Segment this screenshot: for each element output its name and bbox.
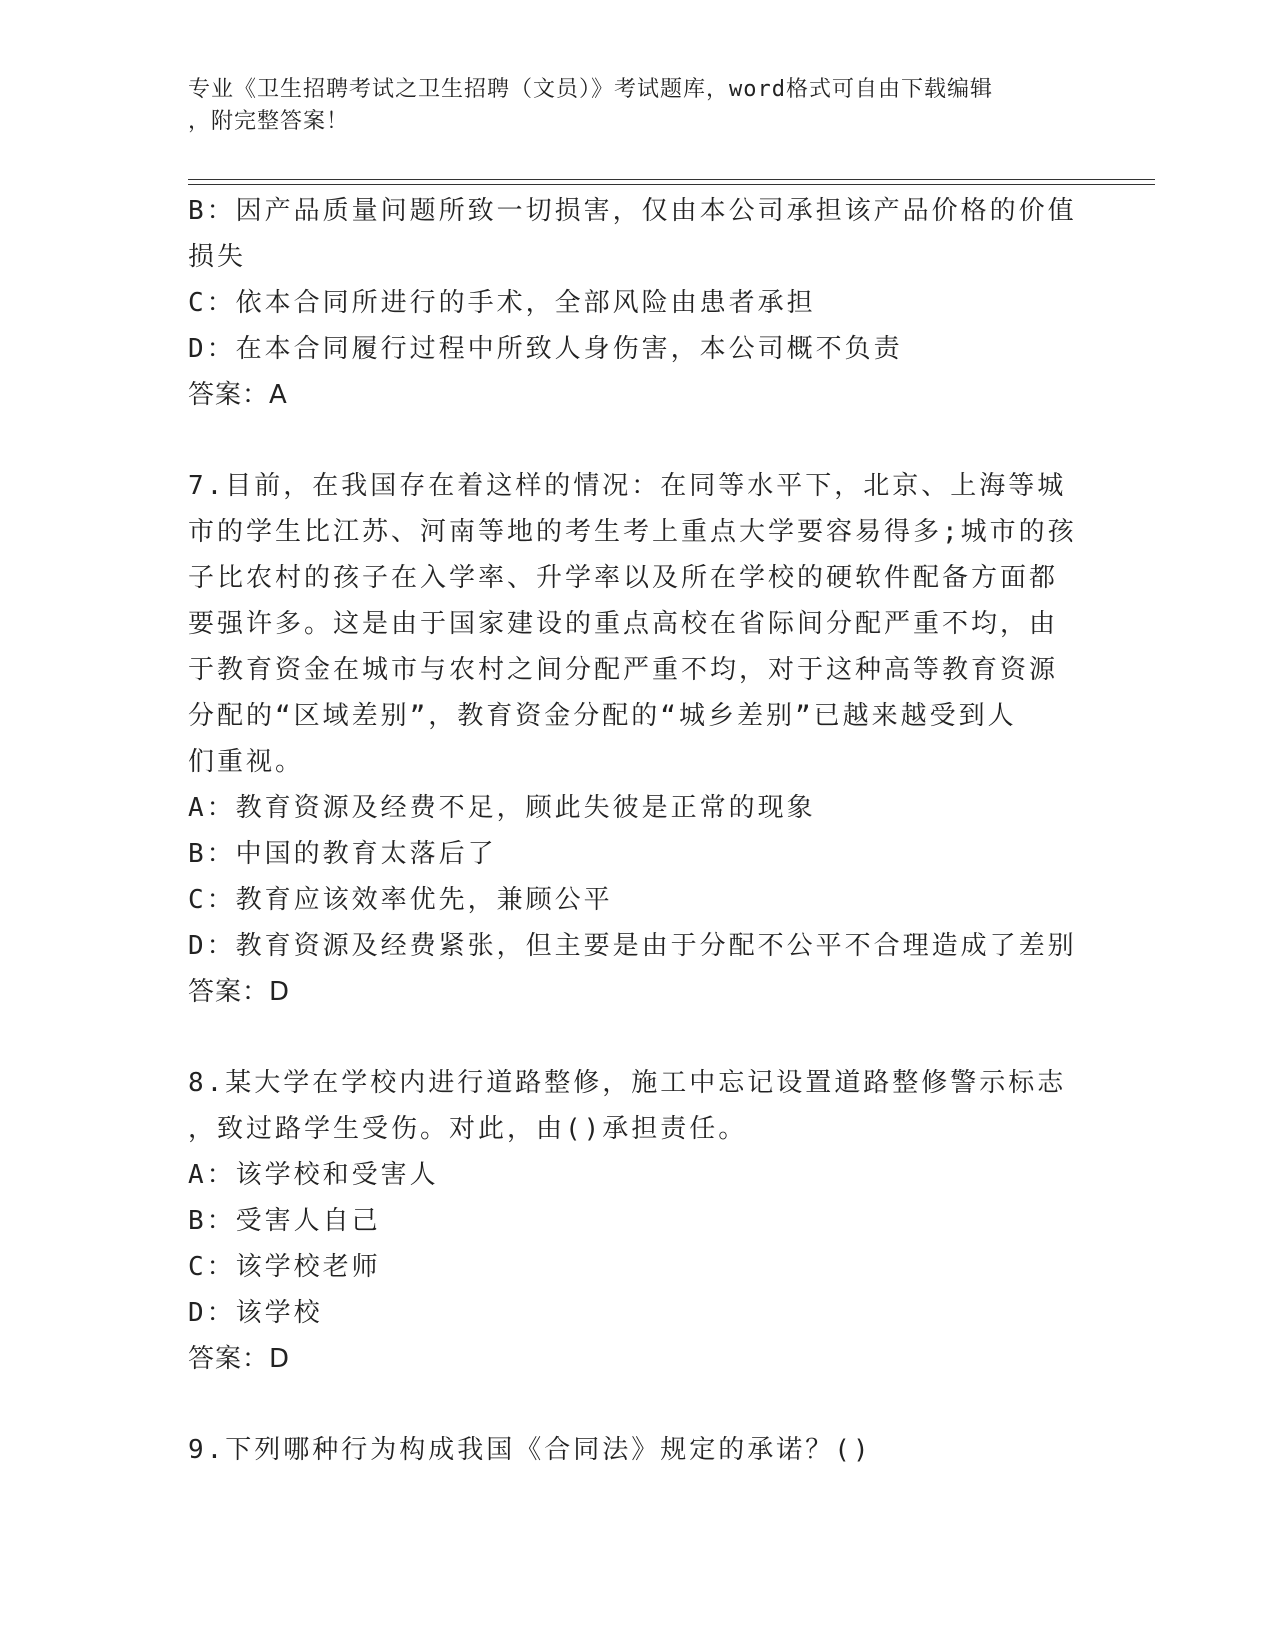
- q7-stem-line: 市的学生比江苏、河南等地的考生考上重点大学要容易得多;城市的孩: [188, 517, 1077, 547]
- spacer: [188, 1015, 1088, 1060]
- document-header: [188, 74, 1068, 138]
- q7-option-a: A：教育资源及经费不足，顾此失彼是正常的现象: [188, 793, 816, 823]
- q8-option-b: B：受害人自己: [188, 1206, 381, 1236]
- q6-option-b-line2: 损失: [188, 242, 247, 272]
- q6-option-c: C：依本合同所进行的手术，全部风险由患者承担: [188, 288, 816, 318]
- q6-option-b-line1: B：因产品质量问题所致一切损害，仅由本公司承担该产品价格的价值: [188, 196, 1077, 226]
- question-8-block: [188, 1060, 1088, 1382]
- spacer: [188, 1382, 1088, 1427]
- header-divider-bottom: [188, 184, 1155, 185]
- question-9-block: [188, 1427, 1088, 1473]
- q7-option-d: D：教育资源及经费紧张，但主要是由于分配不公平不合理造成了差别: [188, 931, 1077, 961]
- q7-option-c: C：教育应该效率优先，兼顾公平: [188, 885, 613, 915]
- q7-stem-line: 子比农村的孩子在入学率、升学率以及所在学校的硬软件配备方面都: [188, 563, 1059, 593]
- q7-stem-line: 于教育资金在城市与农村之间分配严重不均，对于这种高等教育资源: [188, 655, 1059, 685]
- header-line-2: ，附完整答案！: [188, 109, 350, 134]
- q6-option-d: D：在本合同履行过程中所致人身伤害，本公司概不负责: [188, 334, 903, 364]
- header-divider-top: [188, 179, 1155, 180]
- spacer: [188, 418, 1088, 463]
- q6-answer: 答案：A: [188, 380, 288, 410]
- q7-stem-line: 分配的“区域差别”，教育资金分配的“城乡差别”已越来越受到人: [188, 701, 1017, 731]
- q8-stem-line: 8.某大学在学校内进行道路整修，施工中忘记设置道路整修警示标志: [188, 1068, 1067, 1098]
- q7-option-b: B：中国的教育太落后了: [188, 839, 497, 869]
- q8-stem-line: ，致过路学生受伤。对此，由()承担责任。: [188, 1114, 748, 1144]
- q7-stem-line: 们重视。: [188, 747, 305, 777]
- q7-stem-line: 要强许多。这是由于国家建设的重点高校在省际间分配严重不均，由: [188, 609, 1059, 639]
- q8-option-c: C：该学校老师: [188, 1252, 381, 1282]
- q8-option-d: D：该学校: [188, 1298, 323, 1328]
- q8-answer: 答案：D: [188, 1344, 291, 1374]
- q7-answer: 答案：D: [188, 977, 291, 1007]
- header-line-1: 专业《卫生招聘考试之卫生招聘（文员）》考试题库，word格式可自由下载编辑: [188, 77, 993, 102]
- q7-stem-line: 7.目前，在我国存在着这样的情况：在同等水平下，北京、上海等城: [188, 471, 1067, 501]
- question-7-block: [188, 463, 1088, 1015]
- q9-stem: 9.下列哪种行为构成我国《合同法》规定的承诺？(): [188, 1435, 872, 1465]
- q8-option-a: A：该学校和受害人: [188, 1160, 439, 1190]
- question-6-block: [188, 188, 1088, 418]
- question-content: [188, 188, 1088, 1473]
